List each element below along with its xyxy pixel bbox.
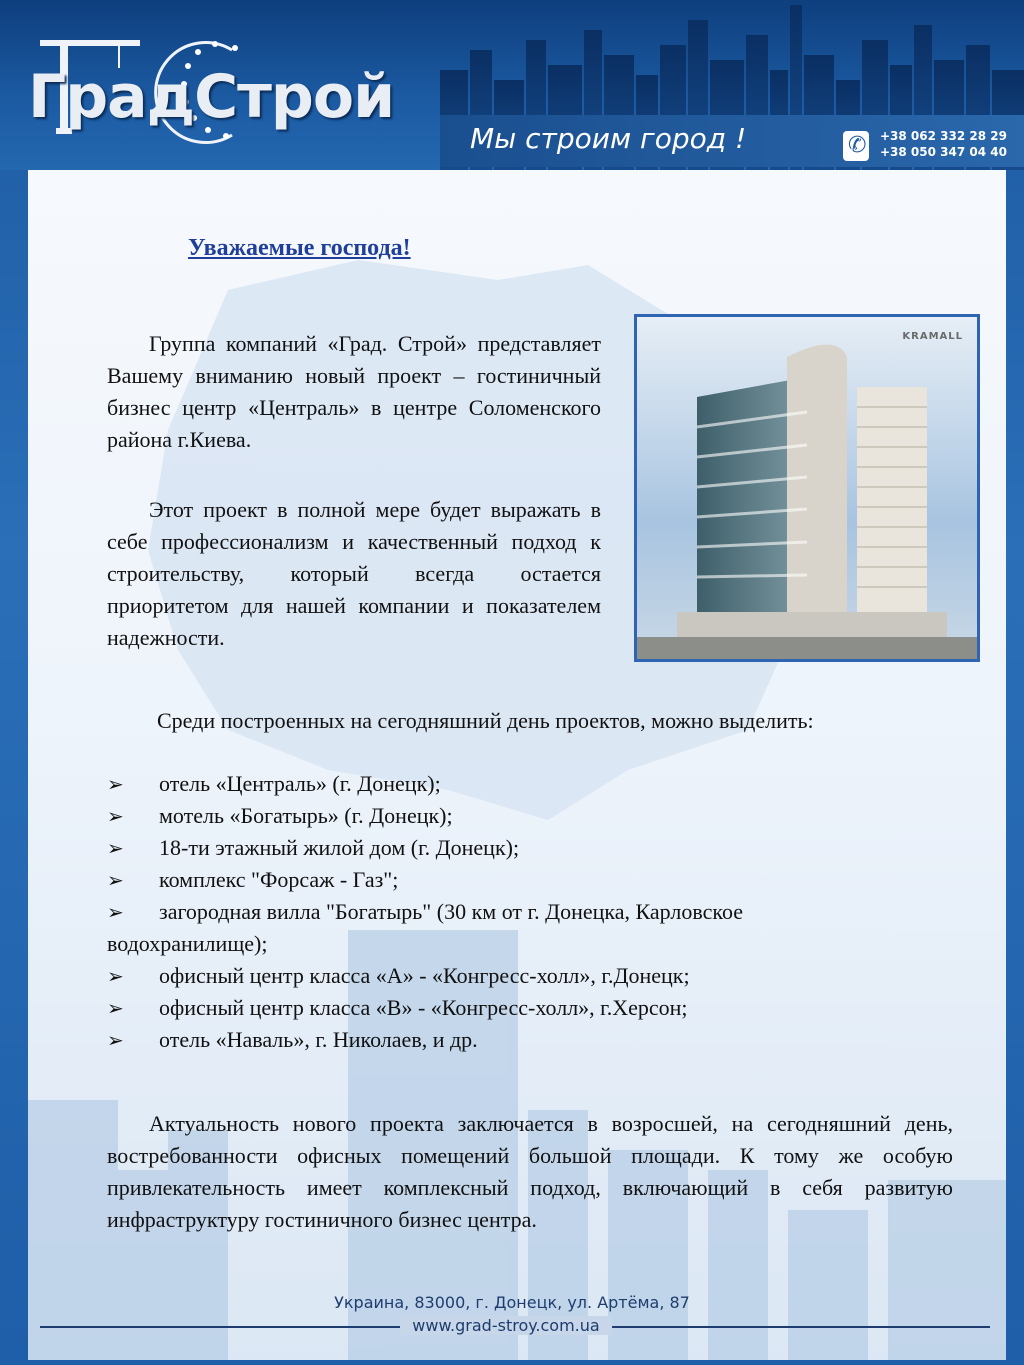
projects-intro: Среди построенных на сегодняшний день проектов, можно выделить: [157,708,814,733]
arrow-bullet-icon: ➢ [107,804,124,828]
building-photo [634,314,980,662]
quality-paragraph: Этот проект в полной мере будет выражать в себе профессионализм и качественный подход к строительству, который всегда остается приоритетом для нашей компании и показателем надежности. [107,497,601,650]
intro-paragraph: Группа компаний «Град. Строй» представляет Вашему вниманию новый проект – гостиничный бизнес центр «Централь» в центре Соломенского района г.Киева. [107,331,601,452]
greeting-heading: Уважаемые господа! [188,235,411,261]
arrow-bullet-icon: ➢ [107,1028,124,1052]
phone-icon: ✆ [843,131,869,161]
phone-numbers [880,128,1007,160]
logo-text: ГрадСтрой [28,62,395,132]
list-item: ➢ 18-ти этажный жилой дом (г. Донецк); [107,832,887,864]
arrow-bullet-icon: ➢ [107,836,124,860]
header-banner [0,0,1024,170]
phone-number-2: +38 050 347 04 40 [880,145,1007,159]
phone-number-1: +38 062 332 28 29 [880,129,1007,143]
list-item: ➢ отель «Наваль», г. Николаев, и др. [107,1024,887,1056]
arrow-bullet-icon: ➢ [107,964,124,988]
list-item: ➢ мотель «Богатырь» (г. Донецк); [107,800,887,832]
arrow-bullet-icon: ➢ [107,772,124,796]
list-item: ➢ офисный центр класса «А» - «Конгресс-холл», г.Донецк; [107,960,887,992]
projects-list [107,768,887,1056]
arrow-bullet-icon: ➢ [107,900,124,924]
footer-address: Украина, 83000, г. Донецк, ул. Артёма, 87 [334,1293,690,1312]
list-item: ➢ комплекс "Форсаж - Газ"; [107,864,887,896]
footer-website-link[interactable]: www.grad-stroy.com.ua [400,1316,612,1335]
arrow-bullet-icon: ➢ [107,868,124,892]
arrow-bullet-icon: ➢ [107,996,124,1020]
list-item: ➢ офисный центр класса «В» - «Конгресс-холл», г.Херсон; [107,992,887,1024]
photo-logo: KRAMALL [902,331,963,342]
list-item: ➢ отель «Централь» (г. Донецк); [107,768,887,800]
building-render [637,317,977,659]
slogan: Мы строим город ! [470,122,747,155]
relevance-paragraph: Актуальность нового проекта заключается в возросшей, на сегодняшний день, востребованности офисных помещений большой площади. К тому же особую привлекательность имеет комплексный подход, включающий в себя развитую инфраструктуру гостиничного бизнес центра. [107,1111,953,1232]
list-item: ➢ загородная вилла "Богатырь" (30 км от г. Донецка, Карловское водохранилище); [107,896,887,960]
